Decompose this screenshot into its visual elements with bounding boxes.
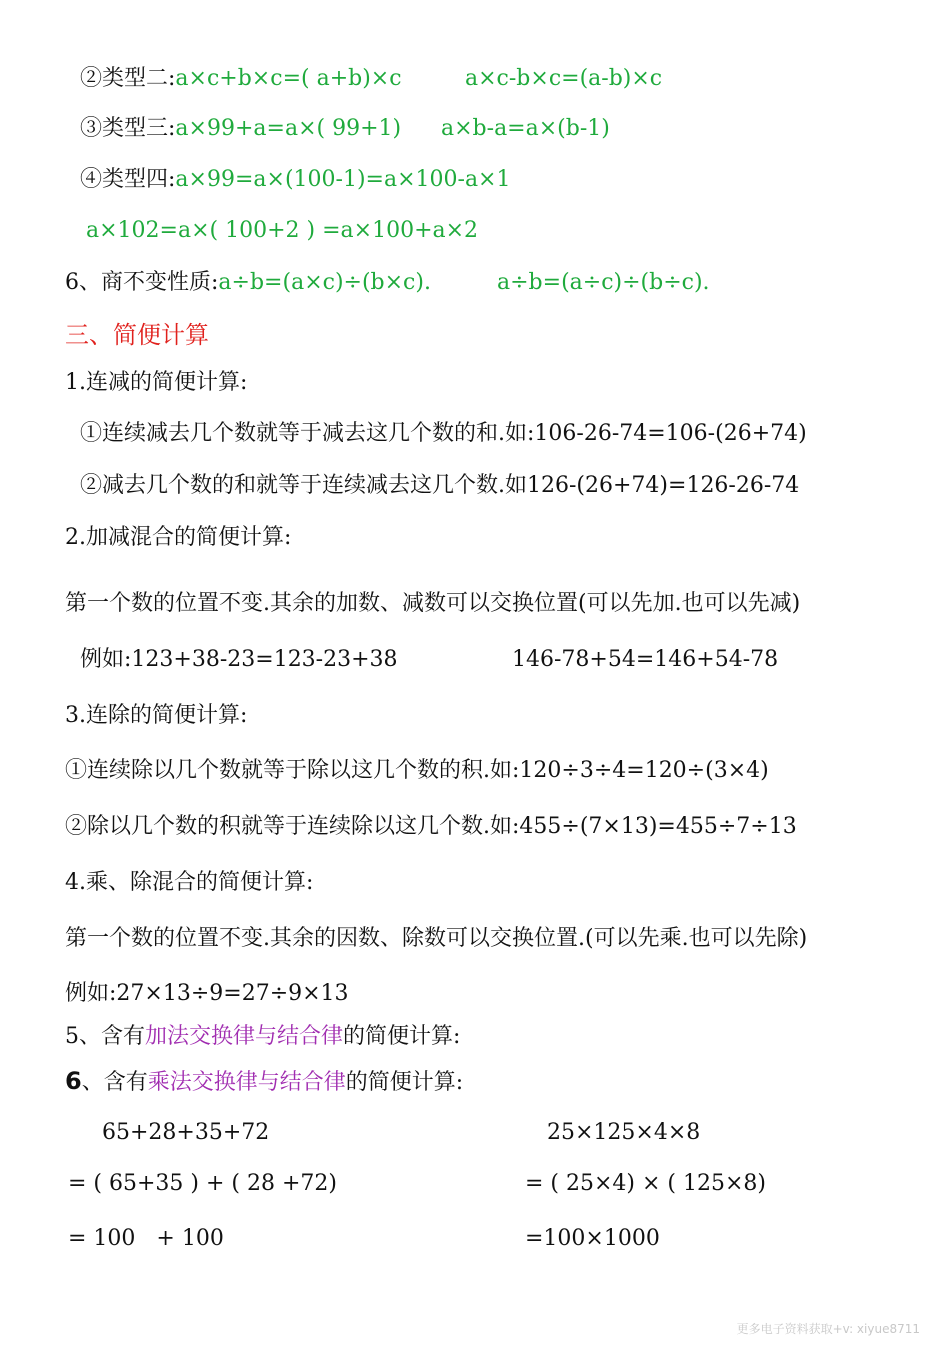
rule-type2: [80, 64, 402, 94]
s3-item1: ①连续除以几个数就等于除以这几个数的积.如:120÷3÷4=120÷(3×4): [65, 758, 769, 783]
s1-item1: ①连续减去几个数就等于减去这几个数的和.如:106-26-74=106-(26+74): [80, 421, 807, 446]
s5-highlight: 加法交换律与结合律: [145, 1024, 344, 1049]
rule-type4-label: ④类型四:: [80, 167, 176, 192]
s2-title: 2.加减混合的简便计算:: [65, 525, 292, 550]
example-right-line-2: = ( 25×4) × ( 125×8): [525, 1171, 767, 1196]
rule-quotient: [65, 268, 431, 298]
example-left-line-2: = ( 65+35 ) + ( 28 +72): [68, 1171, 337, 1196]
s3-title: 3.连除的简便计算:: [65, 703, 248, 728]
rule-type4: [80, 165, 511, 195]
s4-rule: 第一个数的位置不变.其余的因数、除数可以交换位置.(可以先乘.也可以先除): [65, 926, 808, 951]
example-left-line-1: 65+28+35+72: [102, 1120, 270, 1145]
s4-example: 例如:27×13÷9=27÷9×13: [65, 981, 349, 1006]
s6-highlight: 乘法交换律与结合律: [147, 1070, 346, 1095]
s3-item2: ②除以几个数的积就等于连续除以这几个数.如:455÷(7×13)=455÷7÷13: [65, 814, 797, 839]
rule-type2-formula2: a×c-b×c=(a-b)×c: [465, 66, 663, 91]
section-title: 三、简便计算: [65, 321, 209, 349]
rule-type2-formula1: a×c+b×c=( a+b)×c: [175, 66, 402, 91]
s1-title: 1.连减的简便计算:: [65, 370, 248, 395]
s6-prefix: 、含有: [81, 1070, 148, 1095]
rule-type3: [80, 114, 401, 144]
example-left-line-3: = 100 + 100: [68, 1226, 224, 1251]
s2-example2: 146-78+54=146+54-78: [512, 647, 779, 672]
s5-prefix: 5、含有: [65, 1024, 145, 1049]
rule-quotient-formula2: a÷b=(a÷c)÷(b÷c).: [497, 270, 710, 295]
s5-suffix: 的简便计算:: [343, 1024, 461, 1049]
watermark: 更多电子资料获取+v: xiyue8711: [736, 1322, 920, 1336]
s2-rule: 第一个数的位置不变.其余的加数、减数可以交换位置(可以先加.也可以先减): [65, 591, 801, 616]
rule-type3-label: ③类型三:: [80, 116, 176, 141]
rule-type4-formula2: a×102=a×( 100+2 ) =a×100+a×2: [86, 218, 479, 243]
rule-quotient-formula1: a÷b=(a×c)÷(b×c).: [218, 270, 431, 295]
s2-example1: 例如:123+38-23=123-23+38: [80, 647, 398, 672]
s6-number: 6: [65, 1067, 82, 1095]
rule-type3-formula2: a×b-a=a×(b-1): [441, 116, 610, 141]
s6-suffix: 的简便计算:: [345, 1070, 464, 1095]
rule-type3-formula1: a×99+a=a×( 99+1): [175, 116, 402, 141]
rule-type4-formula1: a×99=a×(100-1)=a×100-a×1: [175, 167, 511, 192]
s4-title: 4.乘、除混合的简便计算:: [65, 870, 314, 895]
rule-type2-label: ②类型二:: [80, 66, 176, 91]
s1-item2: ②减去几个数的和就等于连续减去这几个数.如126-(26+74)=126-26-74: [80, 473, 800, 498]
s5-title: [65, 1022, 460, 1052]
rule-quotient-label: 6、商不变性质:: [65, 270, 219, 295]
example-right-line-1: 25×125×4×8: [547, 1120, 701, 1145]
s6-title: [65, 1066, 463, 1098]
example-right-line-3: =100×1000: [525, 1226, 660, 1251]
